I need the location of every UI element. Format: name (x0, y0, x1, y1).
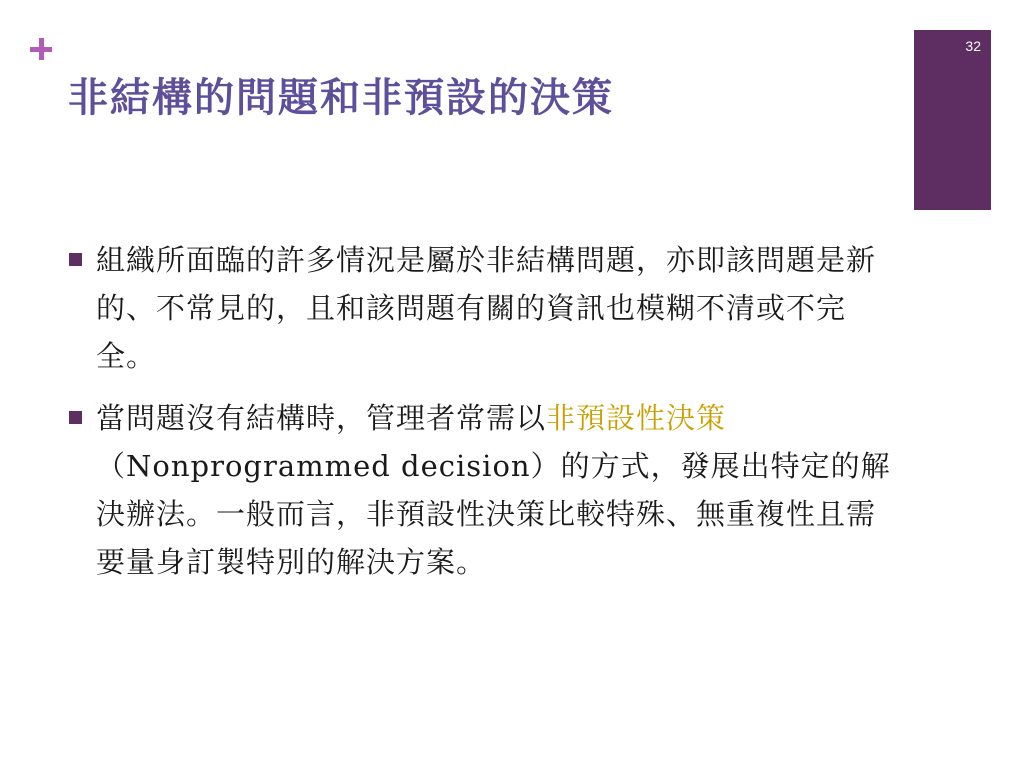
bullet-list (66, 236, 896, 600)
square-bullet-icon (69, 253, 82, 266)
bullet-text: 組織所面臨的許多情況是屬於非結構問題，亦即該問題是新的、不常見的，且和該問題有關的資訊也模糊不清或不完全。 (96, 243, 877, 373)
bullet-text-after: （Nonprogrammed decision）的方式，發展出特定的解決辦法。一般而言，非預設性決策比較特殊、無重複性且需要量身訂製特別的解決方案。 (96, 449, 891, 579)
slide-title: 非結構的問題和非預設的決策 (68, 74, 614, 121)
plus-icon (28, 36, 56, 64)
highlighted-term: 非預設性決策 (546, 401, 727, 435)
bullet-item-1 (66, 236, 896, 380)
bullet-item-2 (66, 394, 896, 586)
page-number-tab (914, 30, 991, 210)
page-number: 32 (965, 38, 981, 54)
bullet-text-before: 當問題沒有結構時，管理者常需以 (96, 401, 547, 435)
square-bullet-icon (69, 411, 82, 424)
